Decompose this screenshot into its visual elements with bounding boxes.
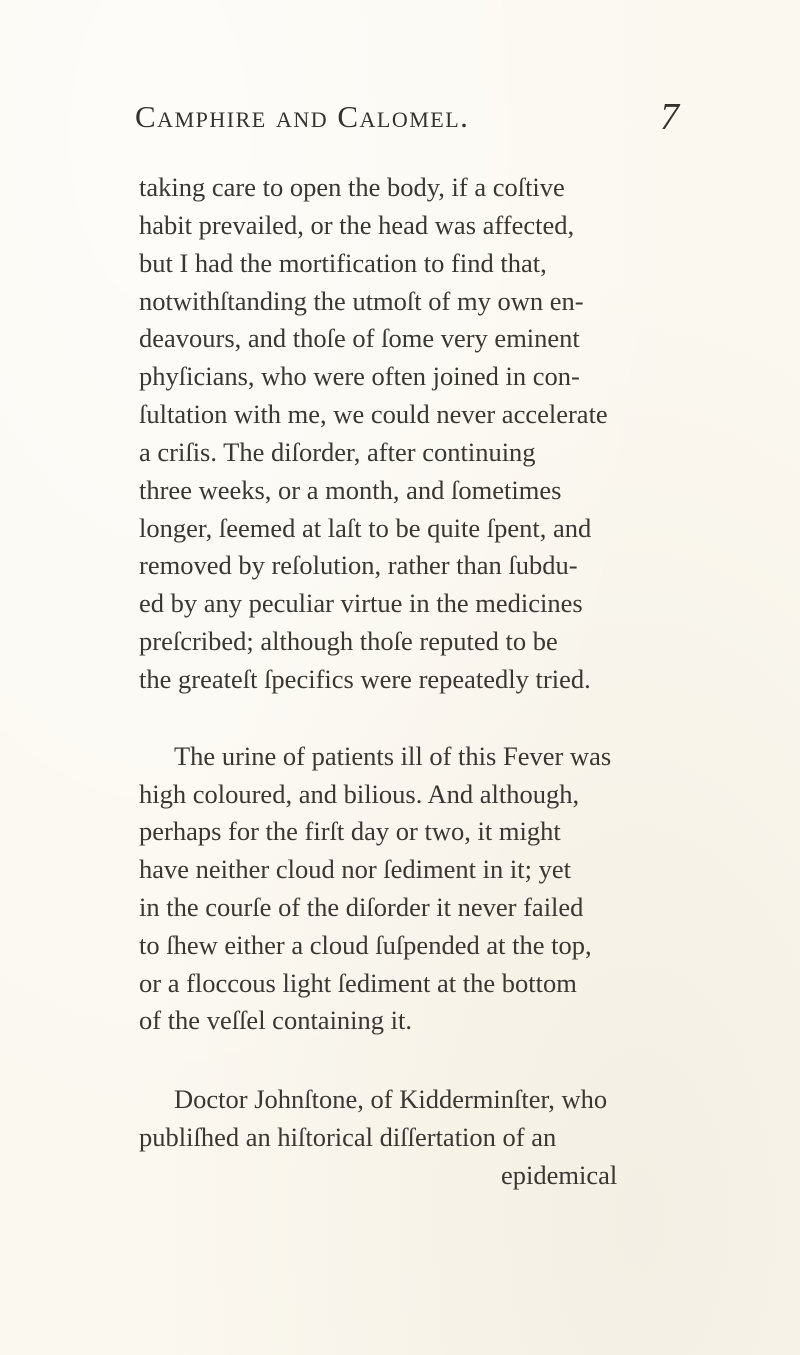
text-line: deavours, and thoſe of ſome very eminent (139, 323, 580, 353)
text-line: ed by any peculiar virtue in the medicines (139, 588, 583, 618)
text-line: three weeks, or a month, and ſometimes (139, 475, 562, 505)
text-line: publiſhed an hiſtorical diſſertation of an (139, 1122, 557, 1152)
text-line: of the veſſel containing it. (139, 1005, 413, 1035)
text-line: Doctor Johnſtone, of Kidderminſter, who (174, 1084, 608, 1114)
text-line: The urine of patients ill of this Fever was (174, 741, 612, 771)
text-line: in the courſe of the diſorder it never failed (139, 892, 584, 922)
text-line: the greateſt ſpecifics were repeatedly tried. (139, 664, 591, 694)
text-line: a criſis. The diſorder, after continuing (139, 437, 536, 467)
text-line: preſcribed; although thoſe reputed to be (139, 626, 558, 656)
text-line: longer, ſeemed at laſt to be quite ſpent, and (139, 513, 592, 543)
text-line: high coloured, and bilious. And although, (139, 779, 580, 809)
text-line: notwithſtanding the utmoſt of my own en- (139, 286, 584, 316)
text-line: perhaps for the firſt day or two, it might (139, 816, 561, 846)
text-line: or a floccous light ſediment at the bottom (139, 968, 577, 998)
text-line: taking care to open the body, if a coſtive (139, 172, 565, 202)
text-line: have neither cloud nor ſediment in it; yet (139, 854, 571, 884)
text-line: ſultation with me, we could never accelerate (139, 399, 608, 429)
text-line: but I had the mortification to find that, (139, 248, 547, 278)
text-line: to ſhew either a cloud ſuſpended at the top, (139, 930, 592, 960)
text-line: phyſicians, who were often joined in con- (139, 361, 580, 391)
text-line: habit prevailed, or the head was affected, (139, 210, 575, 240)
text-line: removed by reſolution, rather than ſubdu- (139, 550, 578, 580)
catchword: epidemical (501, 1160, 618, 1190)
page-number: 7 (660, 96, 679, 138)
running-title: Camphire and Calomel. (135, 99, 470, 134)
